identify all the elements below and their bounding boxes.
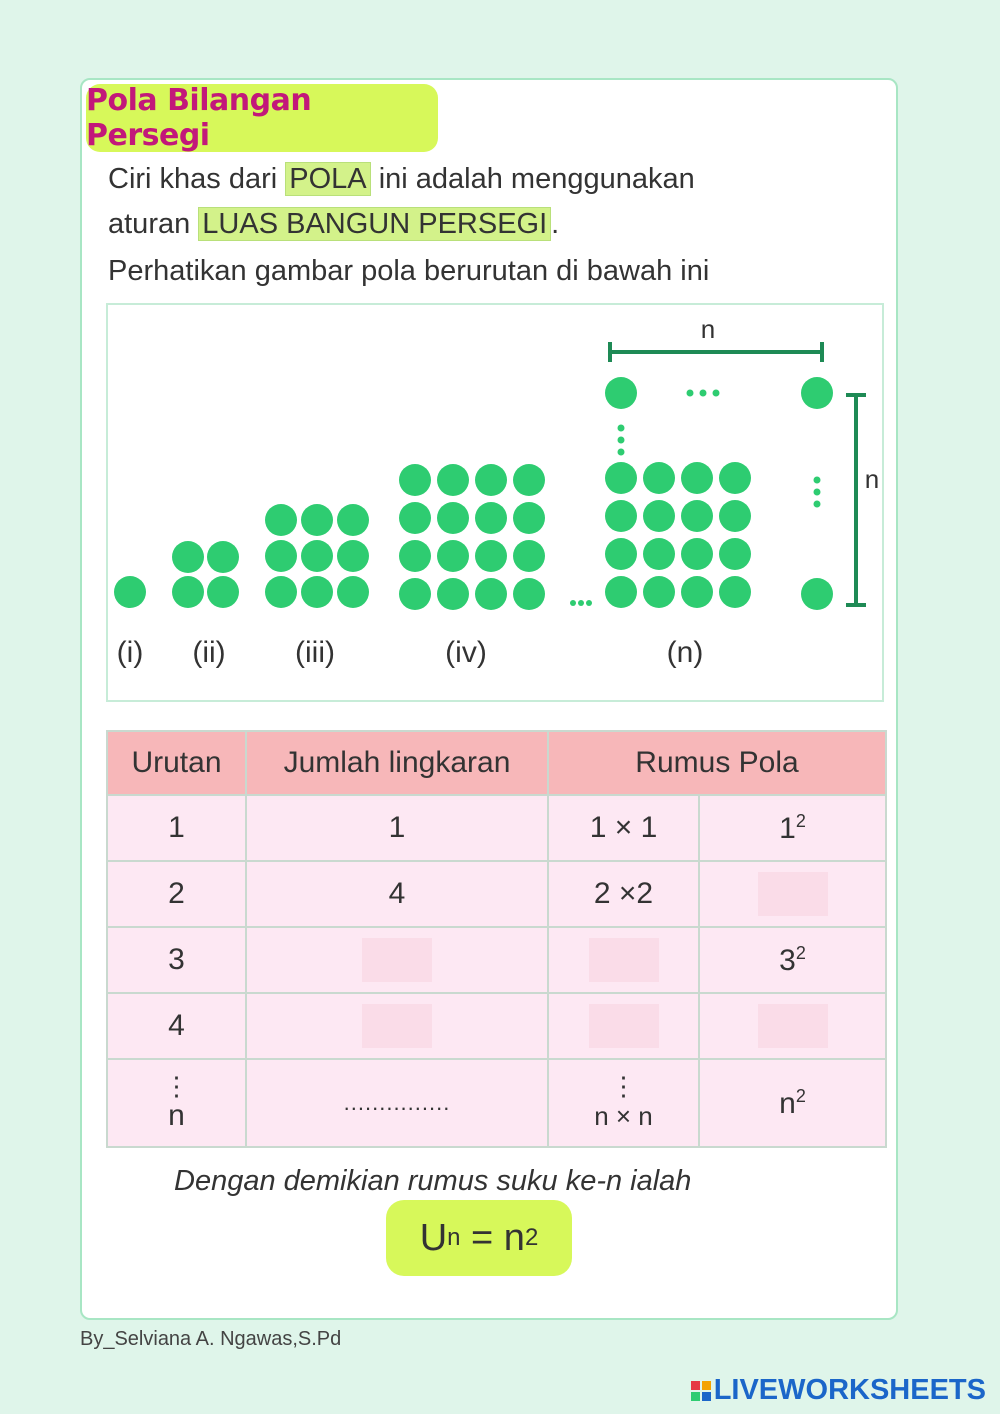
answer-blank[interactable]	[758, 872, 828, 916]
pattern-dot	[681, 500, 713, 532]
pattern-dot	[337, 576, 369, 608]
table-row	[107, 795, 886, 861]
ellipsis-dot	[578, 600, 584, 606]
pattern-dot	[513, 578, 545, 610]
cell-jumlah	[246, 927, 548, 993]
cell-rumus-power	[699, 927, 886, 993]
dot-group	[114, 377, 833, 610]
pattern-dot	[643, 462, 675, 494]
cell-rumus-power	[699, 993, 886, 1059]
pattern-illustration	[106, 303, 884, 702]
pattern-dot	[301, 540, 333, 572]
header-rumus-pola: Rumus Pola	[548, 731, 886, 795]
intro-line-1-before: Ciri khas dari	[108, 163, 286, 195]
table-row	[107, 993, 886, 1059]
label-n: (n)	[666, 636, 704, 669]
pattern-dot	[475, 464, 507, 496]
cell-urutan: 4	[107, 993, 246, 1059]
pattern-dot	[643, 538, 675, 570]
pattern-dot	[207, 576, 239, 608]
answer-blank[interactable]	[362, 938, 432, 982]
ellipsis-dot	[586, 600, 592, 606]
pattern-dot	[399, 502, 431, 534]
ellipsis-dot	[618, 449, 625, 456]
cell-urutan: 3	[107, 927, 246, 993]
label-ii: (ii)	[192, 636, 226, 669]
power-base: 1	[779, 811, 796, 845]
ellipsis-dot	[814, 477, 821, 484]
corner-dot	[801, 578, 833, 610]
corner-dot	[801, 377, 833, 409]
label-i: (i)	[116, 636, 144, 669]
pattern-dot	[265, 504, 297, 536]
table-row	[107, 861, 886, 927]
pattern-dot	[719, 500, 751, 532]
cell-jumlah	[246, 993, 548, 1059]
pattern-dot	[605, 500, 637, 532]
cell-rumus-product	[548, 927, 699, 993]
pattern-dot	[337, 540, 369, 572]
pattern-dot	[681, 576, 713, 608]
pattern-dot	[681, 462, 713, 494]
cell-rumus-power	[699, 861, 886, 927]
pattern-dot	[437, 540, 469, 572]
width-bracket	[610, 342, 822, 362]
header-jumlah-lingkaran: Jumlah lingkaran	[246, 731, 548, 795]
formula-subscript: n	[447, 1224, 461, 1251]
corner-dot	[605, 377, 637, 409]
pattern-table	[106, 730, 887, 1148]
ellipsis-dot	[570, 600, 576, 606]
ellipsis-dot	[687, 390, 694, 397]
highlight-pola: POLA	[285, 162, 370, 196]
vertical-dots-icon: ⋮	[610, 1071, 637, 1101]
cell-rumus-power	[699, 1059, 886, 1147]
pattern-dot	[605, 462, 637, 494]
pattern-dot	[605, 538, 637, 570]
urutan-n: n	[168, 1099, 185, 1132]
pattern-dot	[513, 540, 545, 572]
pattern-dot	[114, 576, 146, 608]
formula-middle: = n	[460, 1216, 525, 1259]
author-byline: By_Selviana A. Ngawas,S.Pd	[80, 1328, 342, 1350]
pattern-dot	[301, 504, 333, 536]
formula-base: U	[419, 1216, 448, 1259]
cell-rumus-product	[548, 993, 699, 1059]
pattern-dot	[437, 464, 469, 496]
height-bracket	[846, 395, 866, 605]
cell-jumlah: 1	[246, 795, 548, 861]
cell-rumus-product: 2 ×2	[548, 861, 699, 927]
cell-urutan: 2	[107, 861, 246, 927]
pattern-dot	[399, 464, 431, 496]
brand-logo	[691, 1374, 986, 1407]
pattern-dot	[643, 576, 675, 608]
cell-jumlah: ...............	[246, 1059, 548, 1147]
conclusion-text: Dengan demikian rumus suku ke-n ialah	[174, 1165, 692, 1197]
formula-exponent: 2	[524, 1224, 539, 1251]
power-exponent: 2	[795, 1085, 806, 1106]
answer-blank[interactable]	[362, 1004, 432, 1048]
ellipsis-dot	[618, 425, 625, 432]
answer-blank[interactable]	[589, 938, 659, 982]
pattern-dot	[475, 502, 507, 534]
brand-name: LIVEWORKSHEETS	[713, 1374, 986, 1406]
table-row	[107, 927, 886, 993]
pattern-dot	[172, 576, 204, 608]
formula-badge	[386, 1200, 572, 1276]
pattern-dot	[207, 541, 239, 573]
pattern-dot	[301, 576, 333, 608]
intro-line-2-after: .	[551, 208, 560, 240]
pattern-dot	[475, 578, 507, 610]
pattern-dot	[265, 540, 297, 572]
pattern-dot	[719, 462, 751, 494]
pattern-dot	[172, 541, 204, 573]
page-title: Pola Bilangan Persegi	[86, 83, 312, 153]
pattern-dot	[437, 578, 469, 610]
table-header-row	[107, 731, 886, 795]
answer-blank[interactable]	[758, 1004, 828, 1048]
power-base: 3	[779, 943, 796, 977]
pattern-dot	[437, 502, 469, 534]
cell-urutan: 1	[107, 795, 246, 861]
ellipsis-dot	[618, 437, 625, 444]
intro-line-1-after: ini adalah menggunakan	[370, 163, 695, 195]
pattern-dot	[719, 538, 751, 570]
pattern-dot	[337, 504, 369, 536]
cell-jumlah: 4	[246, 861, 548, 927]
header-urutan: Urutan	[107, 731, 246, 795]
pattern-dot	[399, 578, 431, 610]
pattern-dot	[475, 540, 507, 572]
pattern-dot	[399, 540, 431, 572]
pattern-dot	[605, 576, 637, 608]
pattern-dot	[643, 500, 675, 532]
ellipsis-dot	[713, 390, 720, 397]
rumus-n-product: n × n	[594, 1101, 653, 1131]
table-row-n	[107, 1059, 886, 1147]
liveworksheets-logo-icon	[691, 1381, 711, 1401]
intro-line-3: Perhatikan gambar pola berurutan di bawah ini	[108, 255, 710, 287]
label-iv: (iv)	[445, 636, 487, 669]
cell-rumus-power	[699, 795, 886, 861]
label-iii: (iii)	[295, 636, 335, 669]
ellipsis-dot	[814, 489, 821, 496]
pattern-dot	[513, 464, 545, 496]
cell-rumus-product	[548, 1059, 699, 1147]
power-base: n	[779, 1086, 796, 1120]
vertical-dots-icon: ⋮	[163, 1071, 190, 1101]
pattern-dot	[265, 576, 297, 608]
intro-line-2-before: aturan	[108, 208, 199, 240]
pattern-dot	[719, 576, 751, 608]
cell-urutan	[107, 1059, 246, 1147]
answer-blank[interactable]	[589, 1004, 659, 1048]
highlight-luas-bangun-persegi: LUAS BANGUN PERSEGI	[198, 207, 551, 241]
width-label: n	[700, 314, 716, 344]
pattern-dot	[513, 502, 545, 534]
height-label: n	[864, 464, 880, 494]
pattern-dot	[681, 538, 713, 570]
cell-rumus-product: 1 × 1	[548, 795, 699, 861]
power-exponent: 2	[795, 810, 806, 831]
power-exponent: 2	[795, 942, 806, 963]
ellipsis-dot	[814, 501, 821, 508]
ellipsis-dot	[700, 390, 707, 397]
